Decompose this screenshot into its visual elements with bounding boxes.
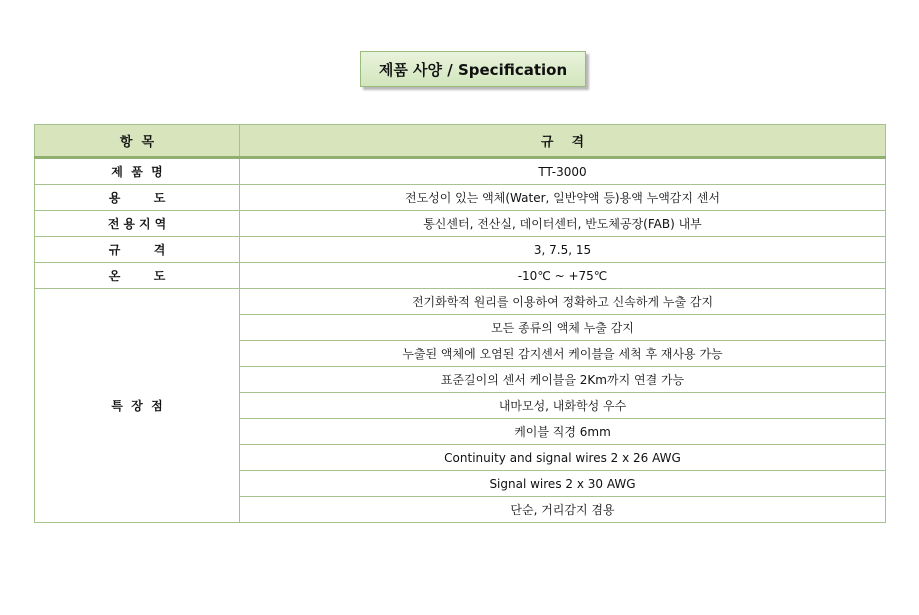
row-label-features: 특 장 점: [35, 289, 240, 523]
table-header-row: [35, 125, 886, 158]
feature-item: Continuity and signal wires 2 x 26 AWG: [240, 445, 886, 471]
feature-item: Signal wires 2 x 30 AWG: [240, 471, 886, 497]
feature-item: 표준길이의 센서 케이블을 2Km까지 연결 가능: [240, 367, 886, 393]
spec-title: 제품 사양 / Specification: [360, 51, 586, 87]
row-value-product-name: TT-3000: [240, 158, 886, 185]
feature-item: 단순, 거리감지 겸용: [240, 497, 886, 523]
feature-row: [35, 289, 886, 315]
header-item: 항 목: [35, 125, 240, 158]
table-row: [35, 158, 886, 185]
feature-item: 전기화학적 원리를 이용하여 정확하고 신속하게 누출 감지: [240, 289, 886, 315]
row-value-usage: 전도성이 있는 액체(Water, 일반약액 등)용액 누액감지 센서: [240, 185, 886, 211]
table-row: [35, 185, 886, 211]
table-row: [35, 237, 886, 263]
row-label-size: 규 격: [35, 237, 240, 263]
row-value-temperature: -10℃ ~ +75℃: [240, 263, 886, 289]
feature-item: 누출된 액체에 오염된 감지센서 케이블을 세척 후 재사용 가능: [240, 341, 886, 367]
row-value-size: 3, 7.5, 15: [240, 237, 886, 263]
feature-item: 케이블 직경 6mm: [240, 419, 886, 445]
row-label-temperature: 온 도: [35, 263, 240, 289]
feature-item: 내마모성, 내화학성 우수: [240, 393, 886, 419]
row-label-application-area: 전용지역: [35, 211, 240, 237]
row-value-application-area: 통신센터, 전산실, 데이터센터, 반도체공장(FAB) 내부: [240, 211, 886, 237]
spec-table: [34, 124, 886, 523]
header-spec: 규 격: [240, 125, 886, 158]
feature-item: 모든 종류의 액체 누출 감지: [240, 315, 886, 341]
row-label-usage: 용 도: [35, 185, 240, 211]
row-label-product-name: 제 품 명: [35, 158, 240, 185]
table-row: [35, 263, 886, 289]
table-row: [35, 211, 886, 237]
